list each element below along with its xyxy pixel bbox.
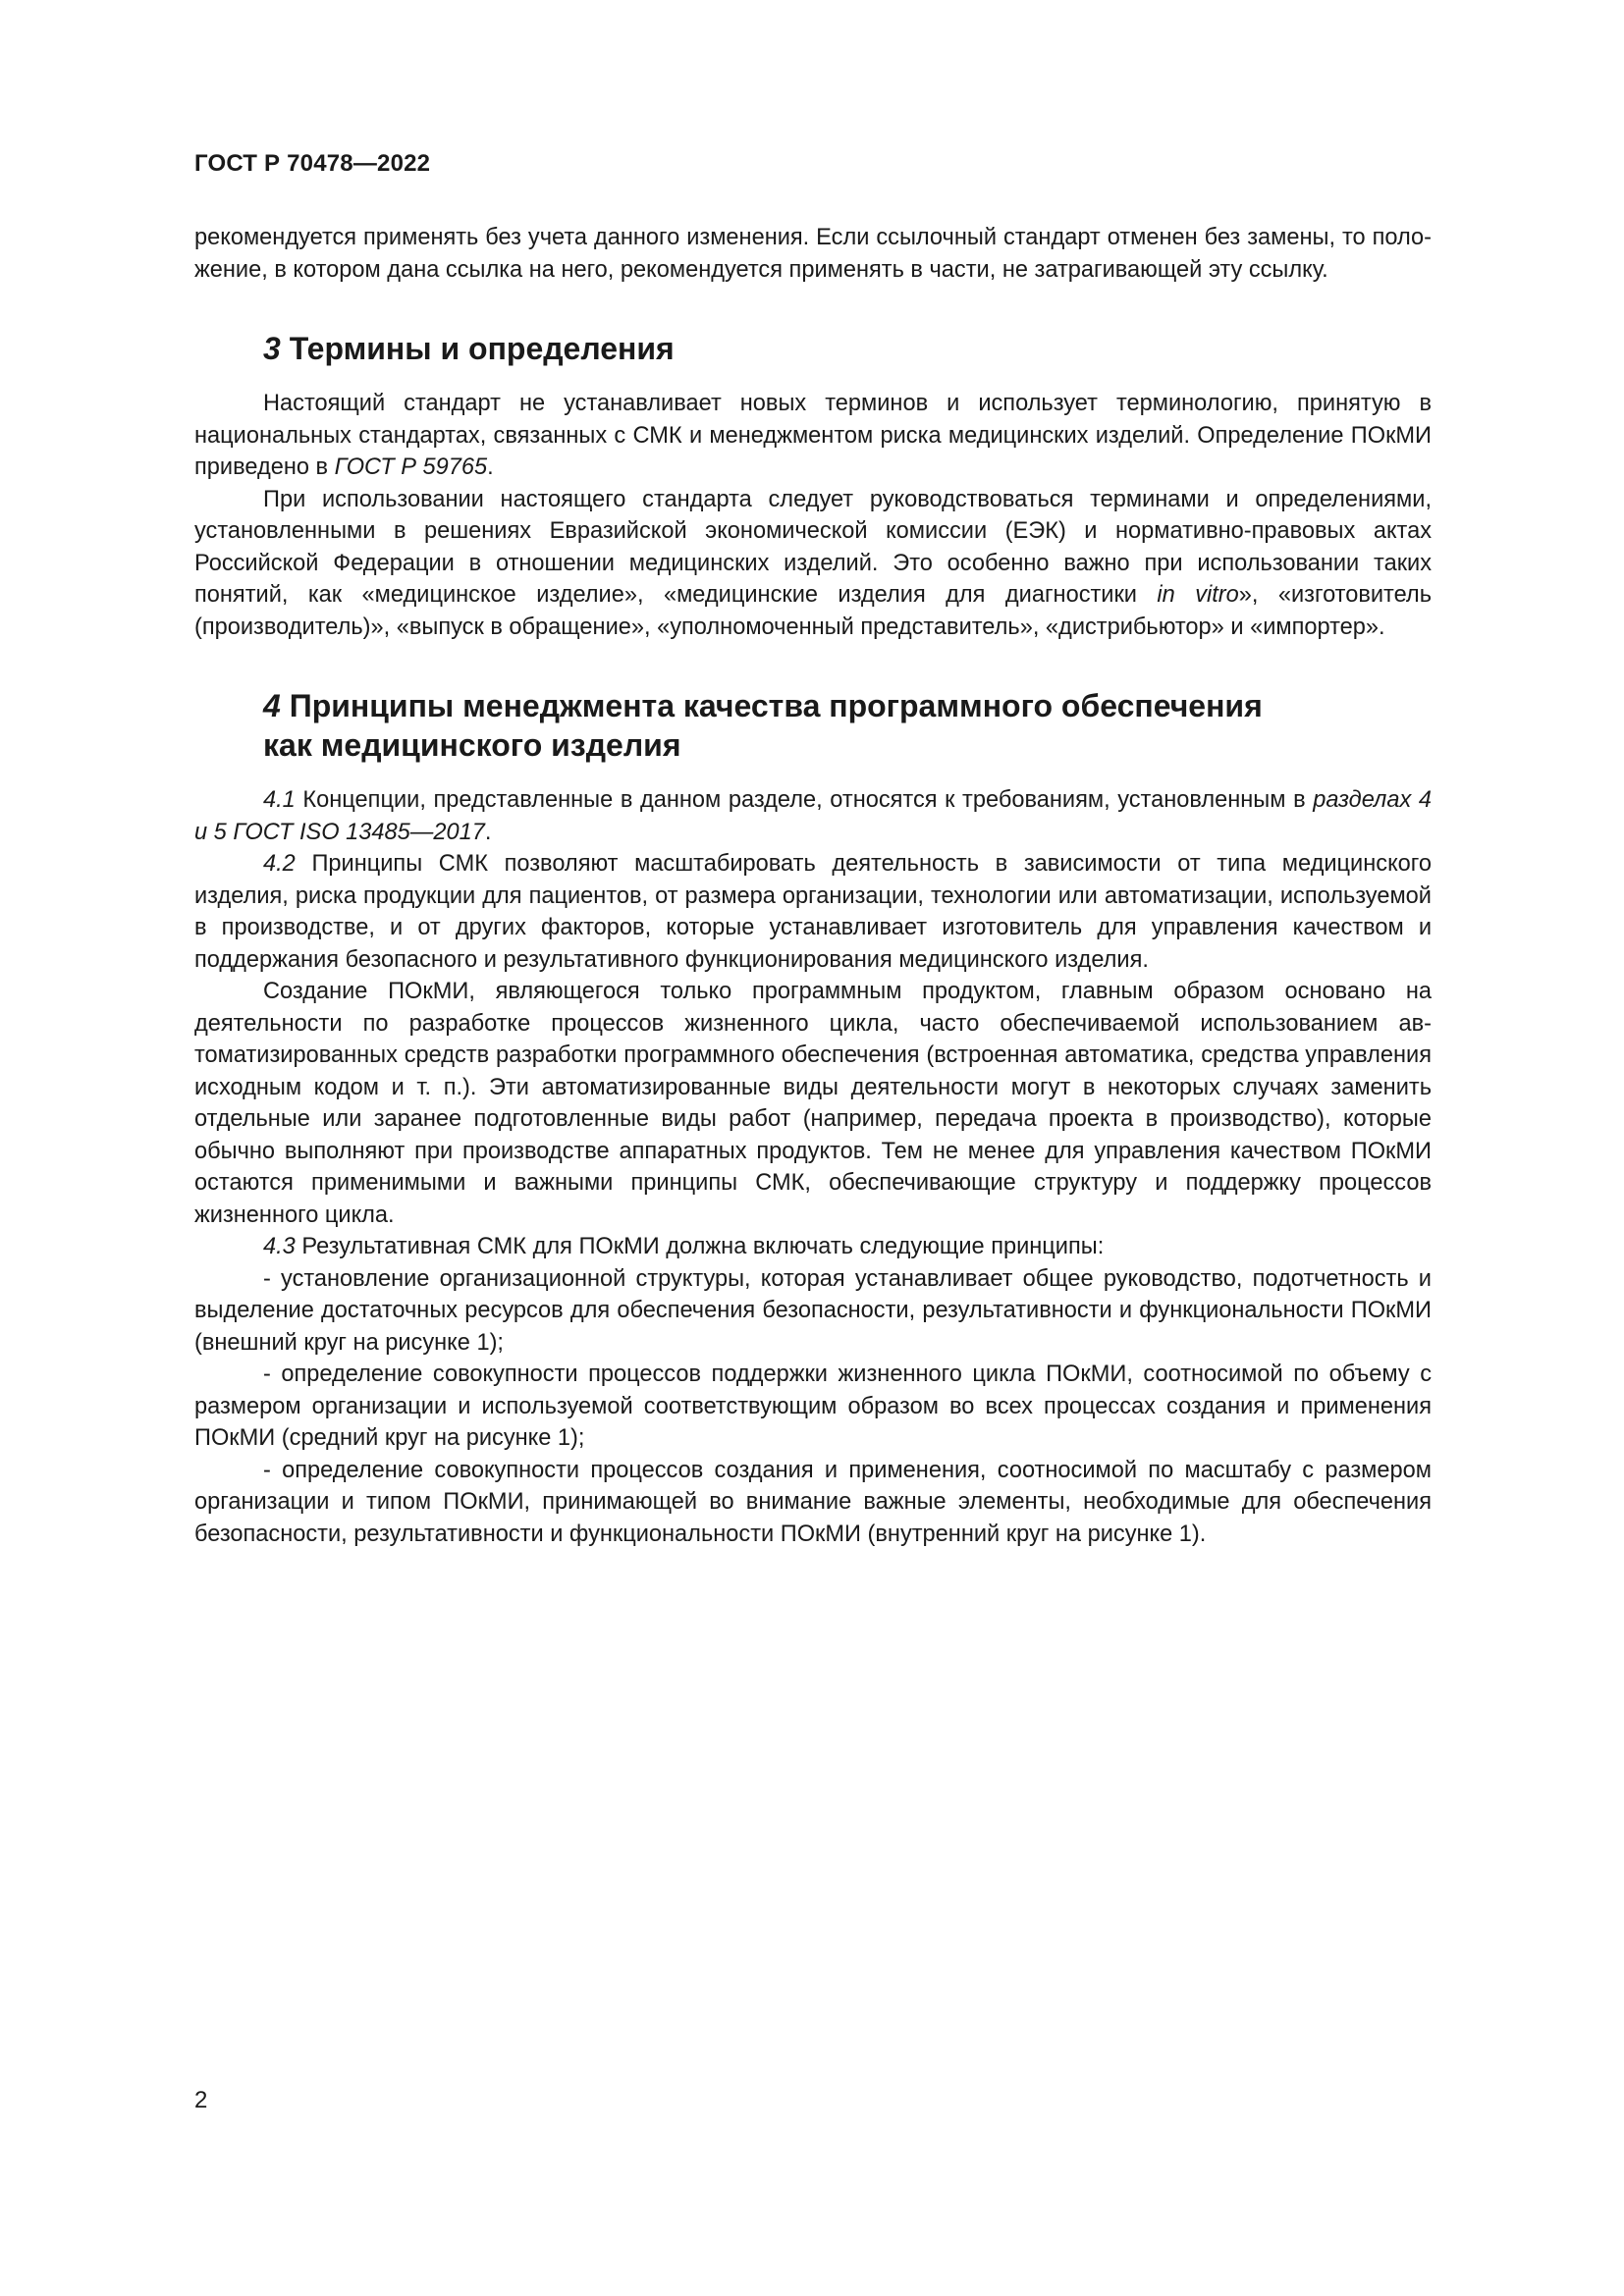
- gost-59765-reference: ГОСТ Р 59765: [334, 454, 488, 480]
- section-3-p1-text: Настоящий стандарт не устанавливает новых терминов и использует терминологию, принятую в национальных стандартах, связанных с СМК и менеджментом риска медицинских изделий. Определение ПОкМИ приведено в: [194, 391, 1432, 480]
- section-4-heading: [194, 686, 1432, 765]
- clause-4-3-text: Результативная СМК для ПОкМИ должна включать следующие принципы:: [295, 1234, 1105, 1259]
- document-id-header: ГОСТ Р 70478—2022: [194, 150, 431, 177]
- continuation-paragraph: рекомендуется применять без учета данного изменения. Если ссылочный стандарт отменен без замены, то положение, в котором дана ссылка на него, рекомендуется применять в части, не затрагивающей эту ссылку.: [194, 225, 1432, 283]
- section-4-title-line-1: Принципы менеджмента качества программного обеспечения: [289, 688, 1263, 723]
- clause-4-3: [194, 1231, 1432, 1263]
- page-number: 2: [194, 2087, 208, 2113]
- section-4-title-line-2: как медицинского изделия: [263, 727, 681, 763]
- clause-4-3-number: 4.3: [263, 1234, 296, 1259]
- section-3-number: 3: [263, 331, 281, 366]
- creation-paragraph: Создание ПОкМИ, являющегося только программным продуктом, главным образом основано на деятельности по разработке процессов жизненного цикла, часто обеспечиваемой использованием автоматизированных средств разработки программного обеспечения (встроенная автоматика, средства управления исходным кодом и т. п.). Эти автоматизированные виды деятельности могут в некоторых случаях заменить отдельные или заранее подготовленные виды работ (например, передача проекта в производство), которые обычно выполняют при производстве аппаратных продуктов. Тем не менее для управления качеством ПОкМИ остаются применимыми и важными принципы СМК, обеспечивающие структуру и поддержку процессов жизненного цикла.: [194, 979, 1432, 1228]
- principle-list-item: - определение совокупности процессов поддержки жизненного цикла ПОкМИ, соотносимой по объему с размером организации и используемой соответствующим образом во всех процессах создания и применения ПОкМИ (средний круг на рисунке 1);: [194, 1362, 1432, 1451]
- section-3-p2-end: », «изготовитель (производитель)», «выпуск в обращение», «уполномоченный представитель», «дистрибьютор» и «импортер».: [194, 582, 1432, 640]
- section-3-paragraph-1: [194, 388, 1432, 484]
- section-3-p2-text: При использовании настоящего стандарта следует руководствоваться терминами и определениями, установленными в решениях Евразийской экономической комиссии (ЕЭК) и нормативно-правовых актах Российской Федерации в отношении медицинских изделий. Это особенно важно при использовании таких понятий, как «медицинское изделие», «медицинские изделия для диагностики: [194, 486, 1432, 608]
- section-3-paragraph-2: [194, 484, 1432, 644]
- clause-4-2-text: Принципы СМК позволяют масштабировать деятельность в зависимости от типа медицинского изделия, риска продукции для пациентов, от размера организации, технологии или автоматизации, используемой в производстве, и от других факторов, которые устанавливает изготовитель для управления качеством и поддержания безопасного и результативного функционирования медицинского изделия.: [194, 851, 1432, 973]
- section-3-title: Термины и определения: [289, 331, 675, 366]
- section-3-heading: [194, 329, 1432, 368]
- clause-4-2-number: 4.2: [263, 851, 296, 877]
- section-3-p1-end: .: [487, 454, 494, 480]
- section-4-number: 4: [263, 688, 281, 723]
- clause-4-1: [194, 784, 1432, 848]
- principle-list-item: - определение совокупности процессов создания и применения, соотносимой по масштабу с размером организации и типом ПОкМИ, принимающей во внимание важные элементы, необходимые для обеспечения безопасности, результативности и функциональности ПОкМИ (внутренний круг на рисунке 1).: [194, 1457, 1432, 1547]
- page-body: [194, 222, 1432, 1550]
- clause-4-2: [194, 848, 1432, 976]
- iso-13485-reference: разделах 4 и 5 ГОСТ ISO 13485—2017: [194, 787, 1432, 845]
- clause-4-1-end: .: [484, 819, 492, 845]
- clause-4-1-number: 4.1: [263, 787, 296, 813]
- clause-4-1-text: Концепции, представленные в данном разделе, относятся к требованиям, установленным в: [295, 787, 1314, 813]
- principle-list-item: - установление организационной структуры, которая устанавливает общее руководство, подотчетность и выделение достаточных ресурсов для обеспечения безопасности, результативности и функциональности ПОкМИ (внешний круг на рисунке 1);: [194, 1265, 1432, 1356]
- in-vitro-term: in vitro: [1157, 582, 1239, 608]
